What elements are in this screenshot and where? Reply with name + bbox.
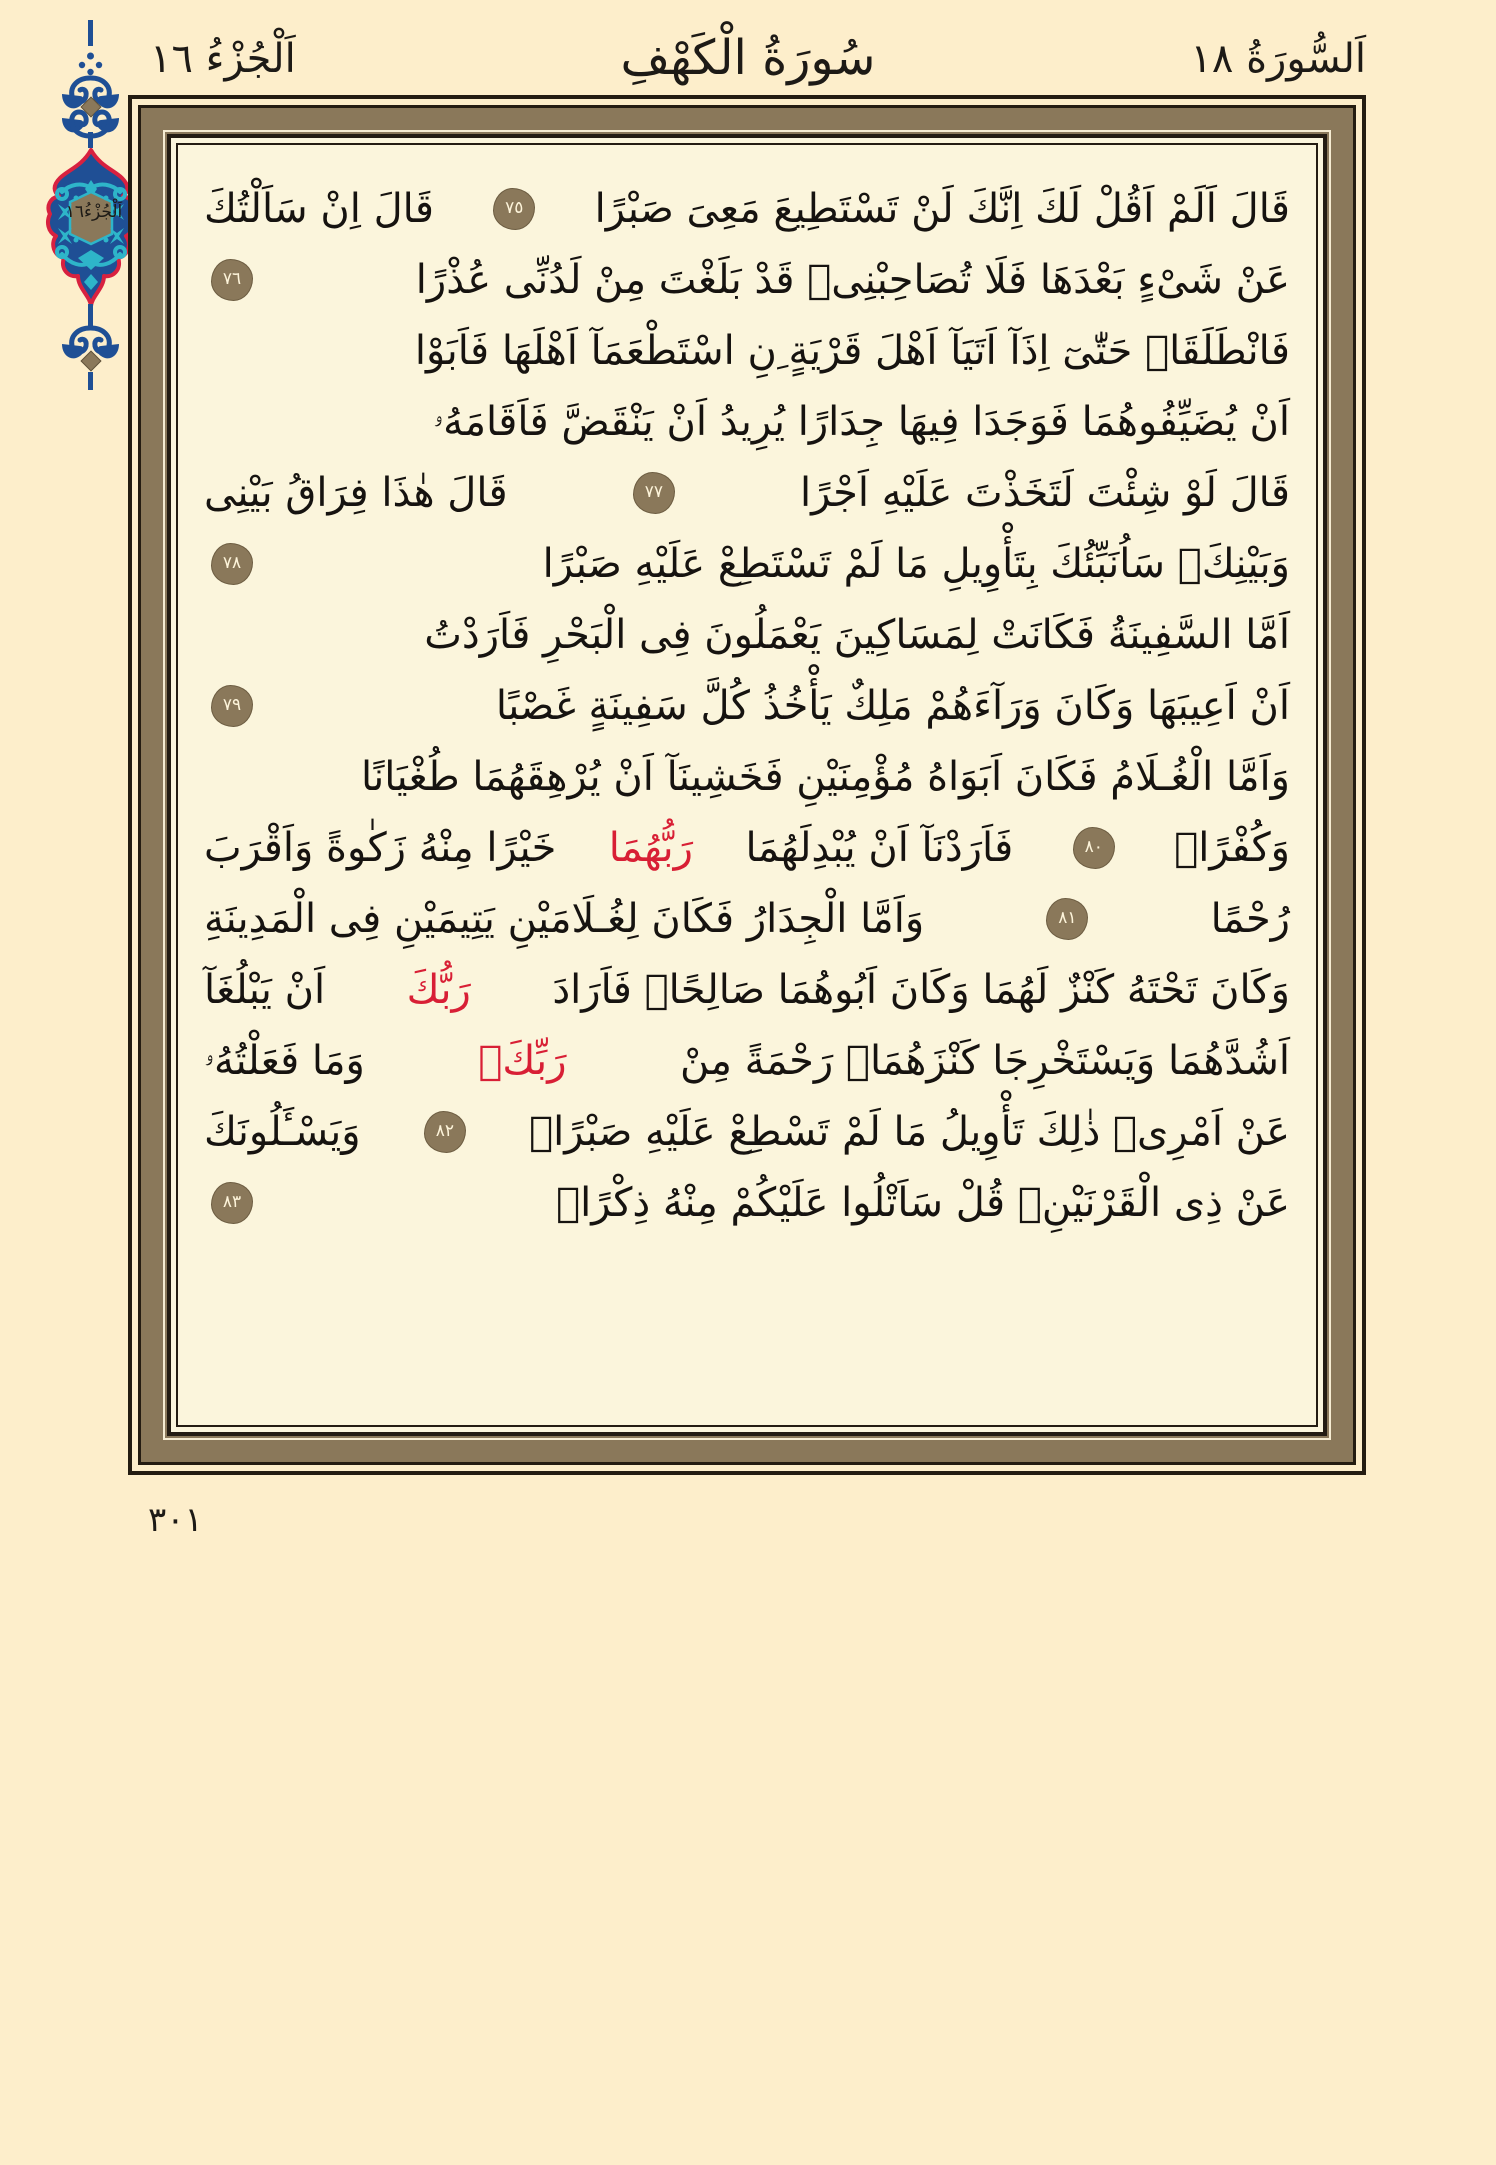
juz-medallion-label-number: ١٦ [65,202,85,223]
ayah-line [204,315,1290,386]
ayah-text: خَيْرًا مِنْهُ زَكٰوةً وَاَقْرَبَ [204,824,557,871]
juz-medallion-label-word: اَلْجُزْءُ [84,202,123,223]
ayah-text: فَاَرَدْنَآ اَنْ يُبْدِلَهُمَا [745,824,1014,871]
ayah-text: اَنْ يُضَيِّفُوهُمَا فَوَجَدَا فِيهَا جِدَارًا يُرِيدُ اَنْ يَنْقَضَّ فَاَقَامَهُۥ [433,398,1290,445]
ayah-text: قَالَ اِنْ سَاَلْتُكَ [204,185,434,232]
ayah-text: رُحْمًا [1210,895,1290,942]
ayah-text: قَالَ هٰذَا فِرَاقُ بَيْنِى [204,469,508,516]
ayah-text: قَالَ لَوْ شِئْتَ لَتَخَذْتَ عَلَيْهِ اَجْرًا [799,469,1290,516]
verse-number: ٧٩ [222,695,242,715]
verse-number: ٨٢ [435,1121,454,1141]
ayah-text-highlighted: رَبُّكَ [406,966,471,1013]
page-frame-band-outer [138,105,1356,1465]
ayah-text: وَمَا فَعَلْتُهُۥ [204,1037,365,1084]
juz-ornament-medallion [18,6,136,396]
ayah-text: قَالَ اَلَمْ اَقُلْ لَكَ اِنَّكَ لَنْ تَسْتَطِيعَ مَعِىَ صَبْرًا [594,185,1290,232]
quran-text-body [178,145,1316,1425]
ayah-line [204,173,1290,244]
verse-number: ٧٦ [222,269,242,289]
verse-number: ٧٧ [644,482,663,502]
ayah-text: اَمَّا السَّفِينَةُ فَكَانَتْ لِمَسَاكِينَ يَعْمَلُونَ فِى الْبَحْرِ فَاَرَدْتُ [424,611,1290,658]
header-surah-number: اَلسُّورَةُ ١٨ [1190,36,1366,82]
ayah-text: فَانْطَلَقَاۗ حَتّٰىٓ اِذَآ اَتَيَآ اَهْلَ قَرْيَةٍ ِنِ اسْتَطْعَمَآ اَهْلَهَا فَاَبَوْا [414,327,1290,374]
page-content-area [176,143,1318,1427]
page-number: ٣٠١ [148,1500,203,1540]
verse-end-marker [212,260,252,300]
ayah-text: وَاَمَّا الْغُـلَامُ فَكَانَ اَبَوَاهُ مُؤْمِنَيْنِ فَخَشِينَآ اَنْ يُرْهِقَهُمَا طُغْيَانًا [360,753,1290,800]
ayah-line [204,883,1290,954]
page-frame-outer [128,95,1366,1475]
ayah-text: وَيَسْـَٔلُونَكَ [204,1108,361,1155]
ayah-line [204,741,1290,812]
ayah-line [204,1167,1290,1238]
ayah-line [204,528,1290,599]
verse-end-marker [212,544,252,584]
ayah-text: عَنْ ذِى الْقَرْنَيْنِۚ قُلْ سَاَتْلُوا عَلَيْكُمْ مِنْهُ ذِكْرًاۚ [556,1179,1290,1226]
ayah-line [204,954,1290,1025]
verse-end-marker [212,686,252,726]
ayah-text-highlighted: رَبُّهُمَا [608,824,693,871]
ayah-line [204,244,1290,315]
page-frame-inner-rule [167,134,1327,1436]
page-title: سُورَةُ الْكَهْفِ [620,30,876,86]
ayah-text: وَبَيْنِكَۚ سَاُنَبِّئُكَ بِتَأْوِيلِ مَا لَمْ تَسْتَطِعْ عَلَيْهِ صَبْرًا [542,540,1290,587]
ayah-text: اَشُدَّهُمَا وَيَسْتَخْرِجَا كَنْزَهُمَاۚ رَحْمَةً مِنْ [680,1037,1290,1084]
ayah-line [204,599,1290,670]
ayah-text: اَنْ اَعِيبَهَا وَكَانَ وَرَآءَهُمْ مَلِكٌ يَأْخُذُ كُلَّ سَفِينَةٍ غَصْبًا [495,682,1290,729]
ayah-text: وَكَانَ تَحْتَهُ كَنْزٌ لَهُمَا وَكَانَ اَبُوهُمَا صَالِحًاۚ فَاَرَادَ [552,966,1290,1013]
ayah-text: عَنْ شَىْءٍ بَعْدَهَا فَلَا تُصَاحِبْنِىۚ قَدْ بَلَغْتَ مِنْ لَدُنِّى عُذْرًا [415,256,1290,303]
verse-end-marker [1074,828,1114,868]
ayah-text: اَنْ يَبْلُغَآ [204,966,326,1013]
ayah-line [204,386,1290,457]
ayah-text: وَاَمَّا الْجِدَارُ فَكَانَ لِغُـلَامَيْنِ يَتِيمَيْنِ فِى الْمَدِينَةِ [204,895,925,942]
verse-number: ٧٥ [505,198,524,218]
ayah-line [204,1096,1290,1167]
ayah-line [204,1025,1290,1096]
verse-number: ٨٣ [222,1192,242,1212]
ayah-line [204,670,1290,741]
ayah-text: عَنْ اَمْرِىۚ ذٰلِكَ تَأْوِيلُ مَا لَمْ تَسْطِعْ عَلَيْهِ صَبْرًاۚ [529,1108,1290,1155]
verse-number: ٨١ [1058,908,1077,928]
page-frame-band-inner [163,130,1331,1440]
verse-end-marker [494,189,534,229]
ornament-artwork [18,6,136,396]
verse-end-marker [634,473,674,513]
ayah-text: وَكُفْرًاۚ [1174,824,1290,871]
verse-number: ٧٨ [222,553,242,573]
ayah-text-highlighted: رَبِّكَۚ [478,1037,567,1084]
verse-number: ٨٠ [1084,837,1103,857]
ayah-line [204,812,1290,883]
header-juz-label: اَلْجُزْءُ ١٦ [150,36,296,82]
verse-end-marker [425,1112,465,1152]
verse-end-marker [212,1183,252,1223]
verse-end-marker [1047,899,1087,939]
ayah-line [204,457,1290,528]
